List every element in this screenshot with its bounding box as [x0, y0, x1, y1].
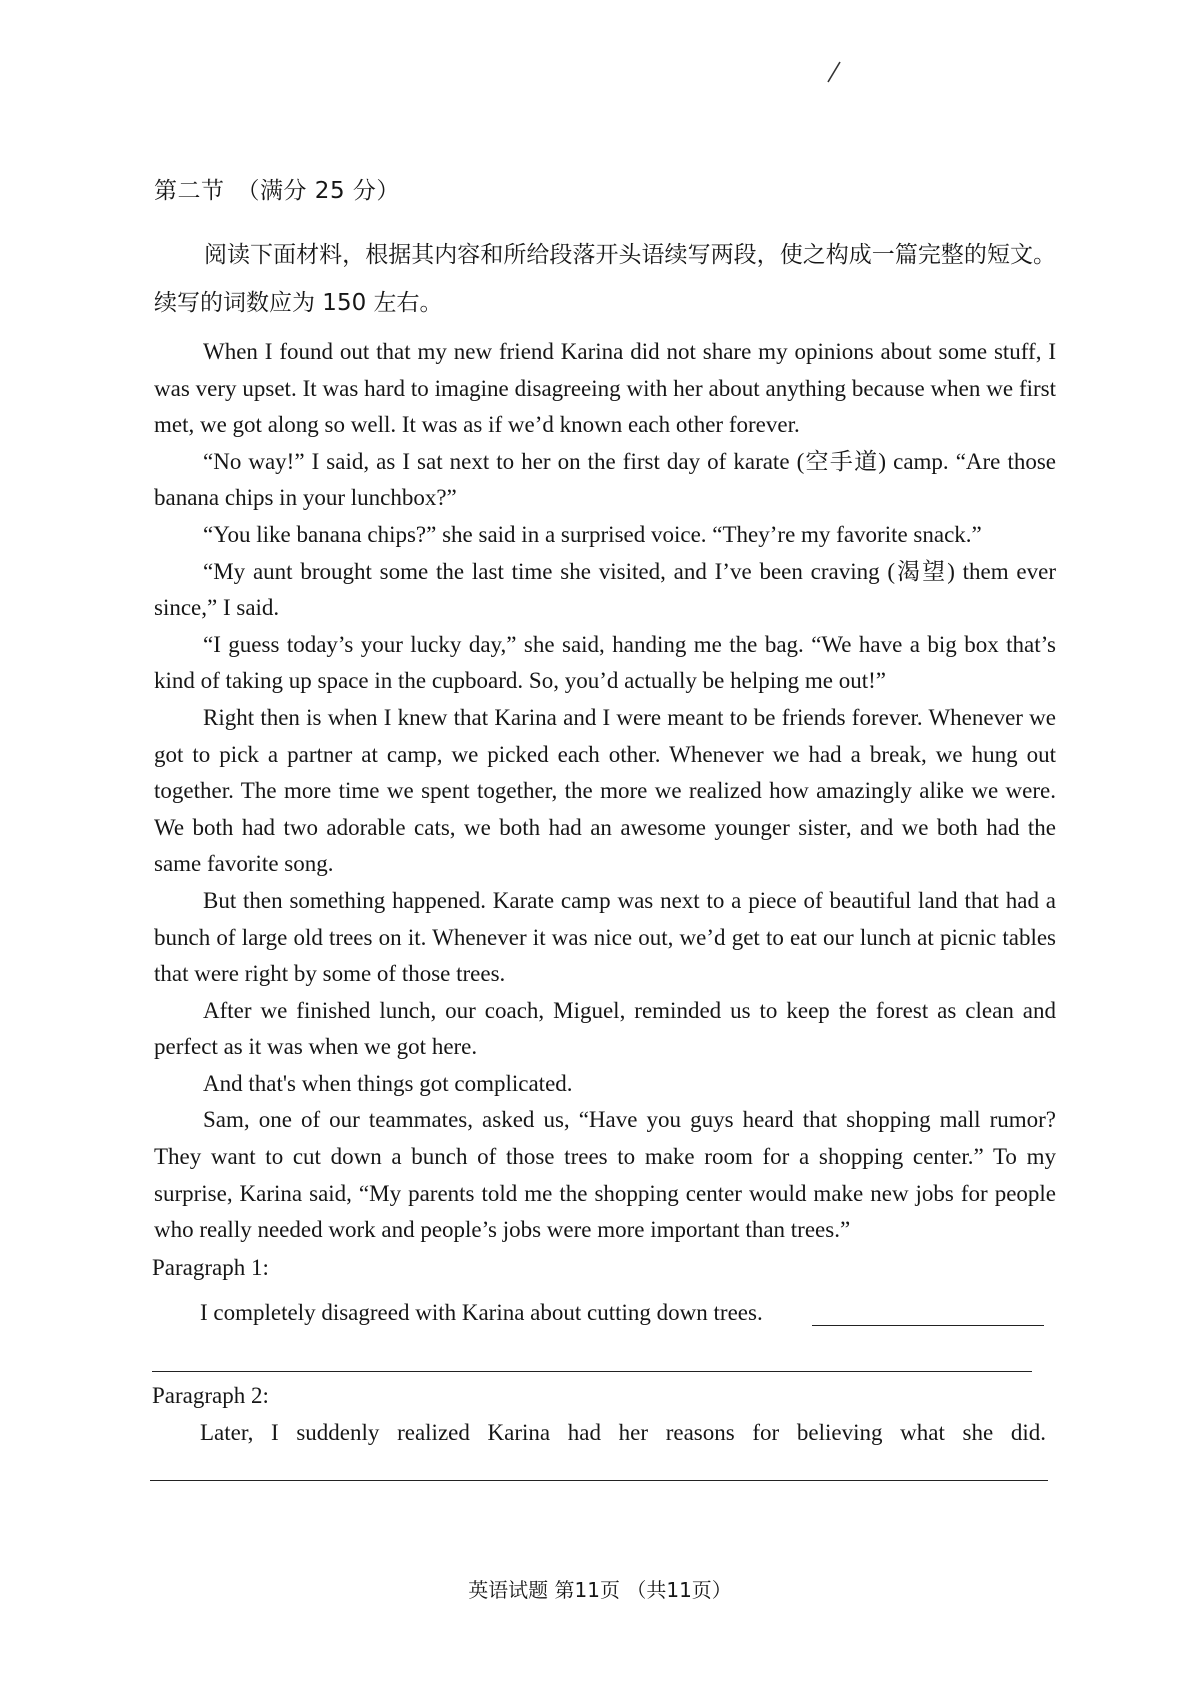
passage-paragraph: “My aunt brought some the last time she visited, and I’ve been craving (渴望) them ever since,” I said.	[154, 558, 1056, 621]
paragraph-2-opening: Later, I suddenly realized Karina had her reasons for believing what she did.	[200, 1420, 1046, 1445]
section-title: 第二节 （满分 25 分）	[154, 178, 400, 204]
answer-line[interactable]	[150, 1480, 1048, 1481]
instructions: 阅读下面材料，根据其内容和所给段落开头语续写两段，使之构成一篇完整的短文。续写的词数应为 150 左右。	[154, 242, 1056, 316]
paragraph-1-label: Paragraph 1:	[152, 1255, 269, 1280]
passage-paragraph: “I guess today’s your lucky day,” she said, handing me the bag. “We have a big box that’s kind of taking up space in the cupboard. So, you’d actually be helping me out!”	[154, 631, 1056, 694]
answer-line[interactable]	[812, 1325, 1044, 1326]
passage-paragraph: Sam, one of our teammates, asked us, “Have you guys heard that shopping mall rumor? They want to cut down a bunch of those trees to make room for a shopping center.” To my surprise, Karina said, “My parents told me the shopping center would make new jobs for people who really needed work and people’s jobs were more important than trees.”	[154, 1107, 1056, 1243]
passage-paragraph: And that's when things got complicated.	[203, 1070, 573, 1096]
paragraph-1-opening: I completely disagreed with Karina about cutting down trees.	[200, 1300, 763, 1325]
passage-paragraph: When I found out that my new friend Karina did not share my opinions about some stuff, I was very upset. It was hard to imagine disagreeing with her about anything because when we first met, we got along so well. It was as if we’d known each other forever.	[154, 339, 1056, 438]
passage-paragraph: But then something happened. Karate camp was next to a piece of beautiful land that had a bunch of large old trees on it. Whenever it was nice out, we’d get to eat our lunch at picnic tables that were right by some of those trees.	[154, 887, 1056, 987]
paragraph-2-label: Paragraph 2:	[152, 1383, 269, 1408]
passage-paragraph: After we finished lunch, our coach, Miguel, reminded us to keep the forest as clean and perfect as it was when we got here.	[154, 997, 1056, 1060]
page-footer: 英语试题 第11页 （共11页）	[468, 1578, 732, 1602]
passage-paragraph: Right then is when I knew that Karina and I were meant to be friends forever. Whenever we got to pick a partner at camp, we picked each other. Whenever we had a break, we hung out together. The more time we spent together, the more we realized how amazingly alike we were. We both had two adorable cats, we both had an awesome younger sister, and we both had the same favorite song.	[154, 704, 1056, 877]
reading-passage	[154, 334, 1056, 1249]
answer-line[interactable]	[152, 1371, 1032, 1372]
passage-paragraph: “No way!” I said, as I sat next to her on the first day of karate (空手道) camp. “Are those banana chips in your lunchbox?”	[154, 448, 1056, 511]
pen-mark	[826, 60, 842, 84]
passage-paragraph: “You like banana chips?” she said in a surprised voice. “They’re my favorite snack.”	[203, 521, 982, 547]
